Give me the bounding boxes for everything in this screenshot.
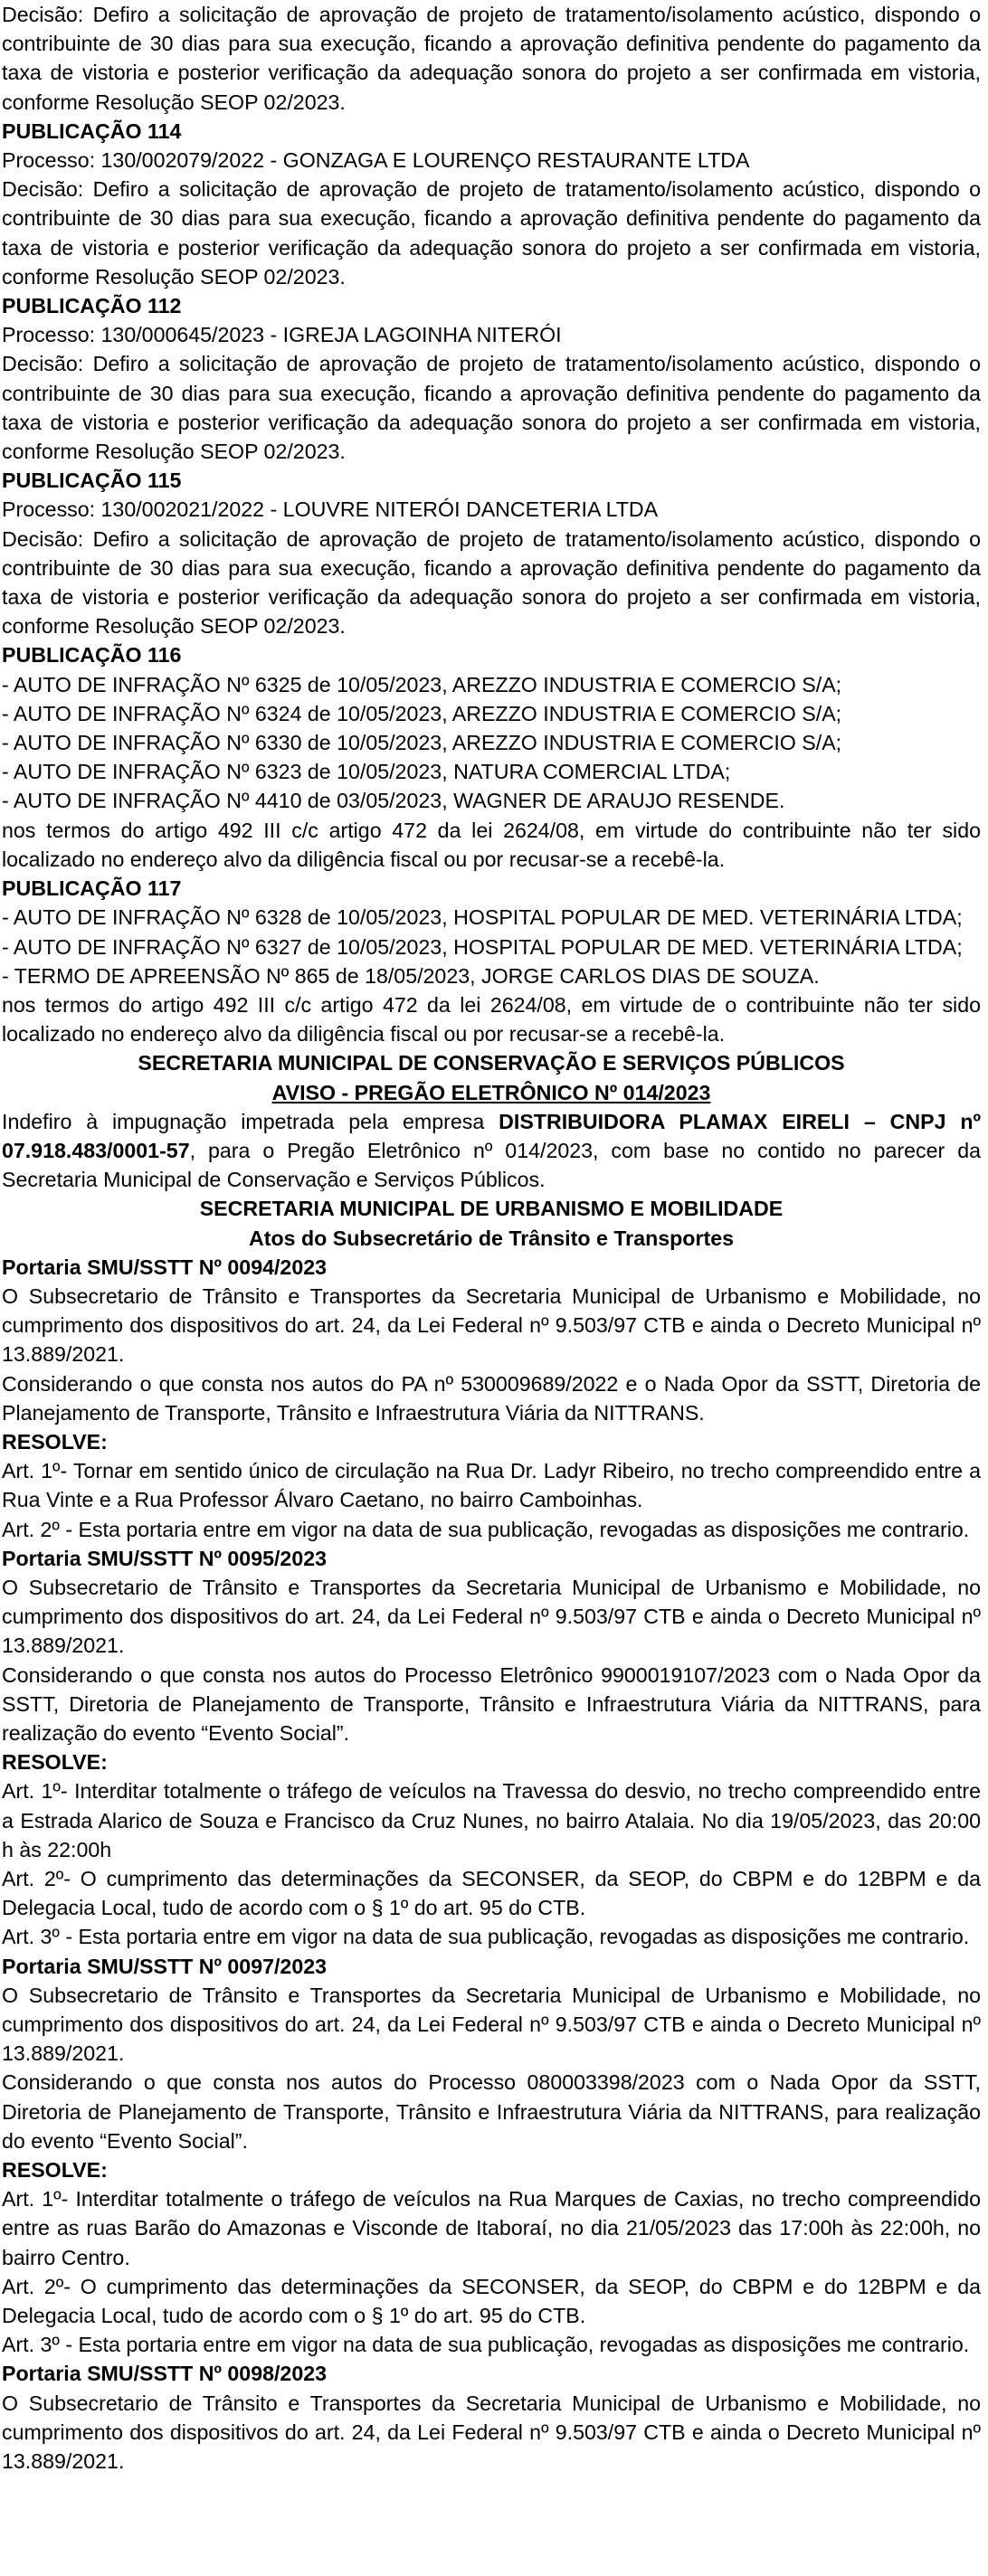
section-heading: PUBLICAÇÃO 114 — [2, 118, 182, 143]
paragraph: Processo: 130/002079/2022 - GONZAGA E LOURENÇO RESTAURANTE LTDA — [2, 148, 750, 173]
paragraph-text: Indefiro à impugnação impetrada pela empresa — [2, 1109, 499, 1133]
section-heading: PUBLICAÇÃO 117 — [2, 876, 182, 901]
paragraph: Considerando o que consta nos autos do Processo 080003398/2023 com o Nada Opor da SSTT, Diretoria de Planejamento de Transporte, Trânsito e Infraestrutura Viária da NITTRANS, para realização do evento “Evento Social”. — [2, 2070, 981, 2153]
section-heading: RESOLVE: — [2, 1429, 108, 1454]
paragraph: Decisão: Defiro a solicitação de aprovação de projeto de tratamento/isolamento acústico, dispondo o contribuinte de 30 dias para sua execução, ficando a aprovação definitiva pendente do pagamento da taxa de vistoria e posterior verificação da adequação sonora do projeto a ser confirmada em vistoria, conforme Resolução SEOP 02/2023. — [2, 3, 981, 114]
paragraph: - AUTO DE INFRAÇÃO Nº 6330 de 10/05/2023, AREZZO INDUSTRIA E COMERCIO S/A; — [2, 731, 842, 755]
paragraph: O Subsecretario de Trânsito e Transportes da Secretaria Municipal de Urbanismo e Mobilidade, no cumprimento dos dispositivos do art. 24, da Lei Federal nº 9.503/97 CTB e ainda o Decreto Municipal nº 13.889/2021. — [2, 1283, 981, 1367]
paragraph: O Subsecretario de Trânsito e Transportes da Secretaria Municipal de Urbanismo e Mobilidade, no cumprimento dos dispositivos do art. 24, da Lei Federal nº 9.503/97 CTB e ainda o Decreto Municipal nº 13.889/2021. — [2, 2391, 981, 2474]
company-name: DISTRIBUIDORA PLAMAX EIRELI – CNPJ nº 07.918.483/0001-57 — [2, 1109, 981, 1162]
paragraph: nos termos do artigo 492 III c/c artigo 472 da lei 2624/08, em virtude do contribuinte não ter sido localizado no endereço alvo da diligência fiscal ou por recusar-se a recebê-la. — [2, 818, 981, 871]
paragraph — [2, 1107, 981, 1195]
paragraph: - AUTO DE INFRAÇÃO Nº 6323 de 10/05/2023, NATURA COMERCIAL LTDA; — [2, 760, 731, 784]
section-heading: Portaria SMU/SSTT Nº 0097/2023 — [2, 1954, 328, 1978]
paragraph: Decisão: Defiro a solicitação de aprovação de projeto de tratamento/isolamento acústico, dispondo o contribuinte de 30 dias para sua execução, ficando a aprovação definitiva pendente do pagamento da taxa de vistoria e posterior verificação da adequação sonora do projeto a ser confirmada em vistoria, conforme Resolução SEOP 02/2023. — [2, 177, 981, 289]
paragraph: Decisão: Defiro a solicitação de aprovação de projeto de tratamento/isolamento acústico, dispondo o contribuinte de 30 dias para sua execução, ficando a aprovação definitiva pendente do pagamento da taxa de vistoria e posterior verificação da adequação sonora do projeto a ser confirmada em vistoria, conforme Resolução SEOP 02/2023. — [2, 352, 981, 464]
paragraph: Considerando o que consta nos autos do Processo Eletrônico 9900019107/2023 com o Nada Opor da SSTT, Diretoria de Planejamento de Transporte, Trânsito e Infraestrutura Viária da NITTRANS, para realização do evento “Evento Social”. — [2, 1662, 981, 1745]
paragraph: Processo: 130/002021/2022 - LOUVRE NITERÓI DANCETERIA LTDA — [2, 497, 659, 522]
paragraph: - TERMO DE APREENSÃO Nº 865 de 18/05/2023, JORGE CARLOS DIAS DE SOUZA. — [2, 963, 820, 988]
paragraph: Art. 2º - Esta portaria entre em vigor na data de sua publicação, revogadas as disposições me contrario. — [2, 1517, 970, 1541]
paragraph: Art. 2º- O cumprimento das determinações da SECONSER, da SEOP, do CBPM e do 12BPM e da Delegacia Local, tudo de acordo com o § 1º do art. 95 do CTB. — [2, 2274, 981, 2328]
paragraph: Processo: 130/000645/2023 - IGREJA LAGOINHA NITERÓI — [2, 323, 562, 347]
paragraph-text: , para o Pregão Eletrônico nº 014/2023, com base no contido no parecer da Secretaria Municipal de Conservação e Serviços Públicos. — [2, 1138, 981, 1192]
section-heading: RESOLVE: — [2, 1750, 108, 1775]
notice-heading-text: AVISO - PREGÃO ELETRÔNICO Nº 014/2023 — [271, 1080, 711, 1104]
section-heading: PUBLICAÇÃO 112 — [2, 294, 182, 318]
paragraph: Art. 2º- O cumprimento das determinações da SECONSER, da SEOP, do CBPM e do 12BPM e da Delegacia Local, tudo de acordo com o § 1º do art. 95 do CTB. — [2, 1867, 981, 1920]
centered-heading: SECRETARIA MUNICIPAL DE URBANISMO E MOBILIDADE — [199, 1197, 784, 1221]
section-heading: Portaria SMU/SSTT Nº 0095/2023 — [2, 1546, 328, 1570]
section-heading: Portaria SMU/SSTT Nº 0098/2023 — [2, 2362, 328, 2386]
paragraph: Art. 1º- Interditar totalmente o tráfego de veículos na Rua Marques de Caxias, no trecho compreendido entre as ruas Barão do Amazonas e Visconde de Itaboraí, no dia 21/05/2023 das 17:00h às 22:00h, no bairro Centro. — [2, 2187, 981, 2269]
paragraph: Art. 3º - Esta portaria entre em vigor na data de sua publicação, revogadas as disposições me contrario. — [2, 1925, 970, 1949]
section-heading: PUBLICAÇÃO 116 — [2, 643, 182, 668]
paragraph: - AUTO DE INFRAÇÃO Nº 6327 de 10/05/2023, HOSPITAL POPULAR DE MED. VETERINÁRIA LTDA; — [2, 934, 963, 959]
paragraph: nos termos do artigo 492 III c/c artigo 472 da lei 2624/08, em virtude de o contribuinte não ter sido localizado no endereço alvo da diligência fiscal ou por recusar-se a recebê-la. — [2, 992, 981, 1046]
centered-heading: Atos do Subsecretário de Trânsito e Transportes — [248, 1226, 735, 1250]
paragraph: Art. 1º- Tornar em sentido único de circulação na Rua Dr. Ladyr Ribeiro, no trecho compreendido entre a Rua Vinte e a Rua Professor Álvaro Caetano, no bairro Camboinhas. — [2, 1459, 981, 1512]
paragraph: Considerando o que consta nos autos do PA nº 530009689/2022 e o Nada Opor da SSTT, Diretoria de Planejamento de Transporte, Trânsito e Infraestrutura Viária da NITTRANS. — [2, 1371, 981, 1425]
section-heading: PUBLICAÇÃO 115 — [2, 469, 182, 493]
paragraph: - AUTO DE INFRAÇÃO Nº 4410 de 03/05/2023, WAGNER DE ARAUJO RESENDE. — [2, 789, 785, 813]
paragraph: O Subsecretario de Trânsito e Transportes da Secretaria Municipal de Urbanismo e Mobilidade, no cumprimento dos dispositivos do art. 24, da Lei Federal nº 9.503/97 CTB e ainda o Decreto Municipal nº 13.889/2021. — [2, 1983, 981, 2066]
paragraph: Art. 3º - Esta portaria entre em vigor na data de sua publicação, revogadas as disposições me contrario. — [2, 2333, 970, 2357]
paragraph: Art. 1º- Interditar totalmente o tráfego de veículos na Travessa do desvio, no trecho compreendido entre a Estrada Alarico de Souza e Francisco da Cruz Nunes, no bairro Atalaia. No dia 19/05/2023, das 20:00 h às 22:00h — [2, 1779, 981, 1861]
centered-heading: SECRETARIA MUNICIPAL DE CONSERVAÇÃO E SERVIÇOS PÚBLICOS — [138, 1051, 845, 1075]
paragraph: O Subsecretario de Trânsito e Transportes da Secretaria Municipal de Urbanismo e Mobilidade, no cumprimento dos dispositivos do art. 24, da Lei Federal nº 9.503/97 CTB e ainda o Decreto Municipal nº 13.889/2021. — [2, 1575, 981, 1658]
paragraph: - AUTO DE INFRAÇÃO Nº 6328 de 10/05/2023, HOSPITAL POPULAR DE MED. VETERINÁRIA LTDA; — [2, 905, 963, 930]
notice-heading — [2, 1078, 981, 1107]
section-heading: Portaria SMU/SSTT Nº 0094/2023 — [2, 1255, 328, 1279]
paragraph: - AUTO DE INFRAÇÃO Nº 6324 de 10/05/2023, AREZZO INDUSTRIA E COMERCIO S/A; — [2, 701, 842, 725]
section-heading: RESOLVE: — [2, 2158, 108, 2183]
paragraph: - AUTO DE INFRAÇÃO Nº 6325 de 10/05/2023, AREZZO INDUSTRIA E COMERCIO S/A; — [2, 672, 842, 696]
paragraph: Decisão: Defiro a solicitação de aprovação de projeto de tratamento/isolamento acústico, dispondo o contribuinte de 30 dias para sua execução, ficando a aprovação definitiva pendente do pagamento da taxa de vistoria e posterior verificação da adequação sonora do projeto a ser confirmada em vistoria, conforme Resolução SEOP 02/2023. — [2, 526, 981, 639]
